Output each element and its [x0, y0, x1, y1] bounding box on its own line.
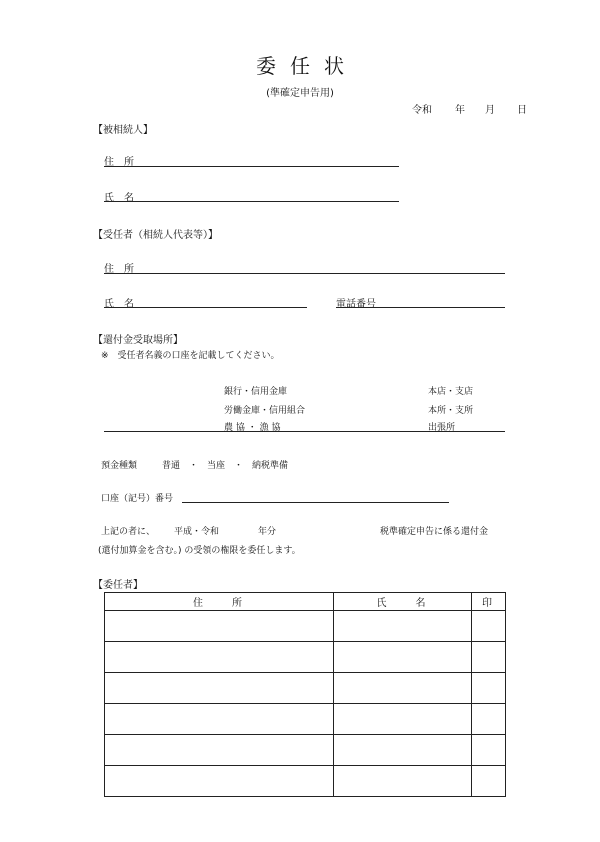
principal-address-cell[interactable] — [105, 611, 334, 642]
agent-address-label: 住 所 — [104, 264, 134, 275]
page-title: 委任状 — [256, 54, 358, 78]
bank-name-field[interactable] — [104, 431, 505, 432]
agent-name-label: 氏 名 — [104, 299, 134, 310]
branch-type-3: 出張所 — [428, 423, 456, 433]
principal-seal-cell[interactable] — [472, 704, 506, 735]
statement-tail: 税準確定申告に係る還付金 — [380, 527, 489, 537]
principal-name-cell[interactable] — [334, 673, 472, 704]
date-month: 月 — [485, 105, 495, 116]
bank-type-1: 銀行・信用金庫 — [224, 387, 288, 397]
date-era: 令和 — [412, 105, 432, 116]
agent-phone-label: 電話番号 — [336, 299, 376, 310]
statement-line-2: (還付加算金を含む。) の受領の権限を委任します。 — [98, 546, 301, 556]
section-heading-decedent: 【被相続人】 — [93, 125, 153, 136]
refund-note: ※ 受任者名義の口座を記載してください。 — [101, 351, 280, 361]
column-header-name: 氏 名 — [334, 593, 472, 611]
agent-address-field[interactable] — [104, 273, 505, 274]
agent-phone-field[interactable] — [336, 307, 505, 308]
table-row — [105, 735, 506, 766]
statement-era: 平成・令和 — [174, 527, 220, 537]
branch-type-2: 本所・支所 — [428, 406, 474, 416]
deposit-type-label: 預金種類 — [101, 461, 138, 471]
decedent-name-label: 氏 名 — [104, 193, 134, 204]
statement-lead: 上記の者に、 — [101, 527, 156, 537]
principal-name-cell[interactable] — [334, 642, 472, 673]
table-row — [105, 611, 506, 642]
date-year: 年 — [455, 105, 465, 116]
date-day: 日 — [517, 105, 527, 116]
table-row — [105, 766, 506, 797]
principals-table — [104, 592, 506, 797]
decedent-name-field[interactable] — [104, 201, 399, 202]
table-row — [105, 642, 506, 673]
principal-seal-cell[interactable] — [472, 766, 506, 797]
column-header-address: 住 所 — [105, 593, 334, 611]
section-heading-refund: 【還付金受取場所】 — [93, 335, 183, 346]
principal-name-cell[interactable] — [334, 611, 472, 642]
principal-seal-cell[interactable] — [472, 673, 506, 704]
principal-address-cell[interactable] — [105, 704, 334, 735]
account-number-label: 口座（記号）番号 — [101, 494, 174, 504]
statement-year: 年分 — [258, 527, 277, 537]
table-header-row — [105, 593, 506, 611]
principal-seal-cell[interactable] — [472, 611, 506, 642]
section-heading-agent: 【受任者（相続人代表等）】 — [93, 230, 218, 241]
decedent-address-label: 住 所 — [104, 157, 134, 168]
table-row — [105, 704, 506, 735]
account-number-field[interactable] — [182, 502, 449, 503]
bank-type-3: 農 協 ・ 漁 協 — [224, 423, 281, 433]
column-header-seal: 印 — [472, 593, 506, 611]
principal-seal-cell[interactable] — [472, 735, 506, 766]
deposit-type-options[interactable]: 普通 ・ 当座 ・ 納税準備 — [162, 461, 289, 471]
bank-type-2: 労働金庫・信用組合 — [224, 406, 306, 416]
principal-address-cell[interactable] — [105, 673, 334, 704]
decedent-address-field[interactable] — [104, 166, 399, 167]
principal-name-cell[interactable] — [334, 735, 472, 766]
branch-type-1: 本店・支店 — [428, 387, 474, 397]
table-row — [105, 673, 506, 704]
principal-name-cell[interactable] — [334, 704, 472, 735]
section-heading-principals: 【委任者】 — [93, 580, 143, 591]
principal-address-cell[interactable] — [105, 735, 334, 766]
principal-address-cell[interactable] — [105, 766, 334, 797]
principal-seal-cell[interactable] — [472, 642, 506, 673]
agent-name-field[interactable] — [104, 307, 307, 308]
page-subtitle: (準確定申告用) — [266, 88, 334, 99]
principal-name-cell[interactable] — [334, 766, 472, 797]
principal-address-cell[interactable] — [105, 642, 334, 673]
